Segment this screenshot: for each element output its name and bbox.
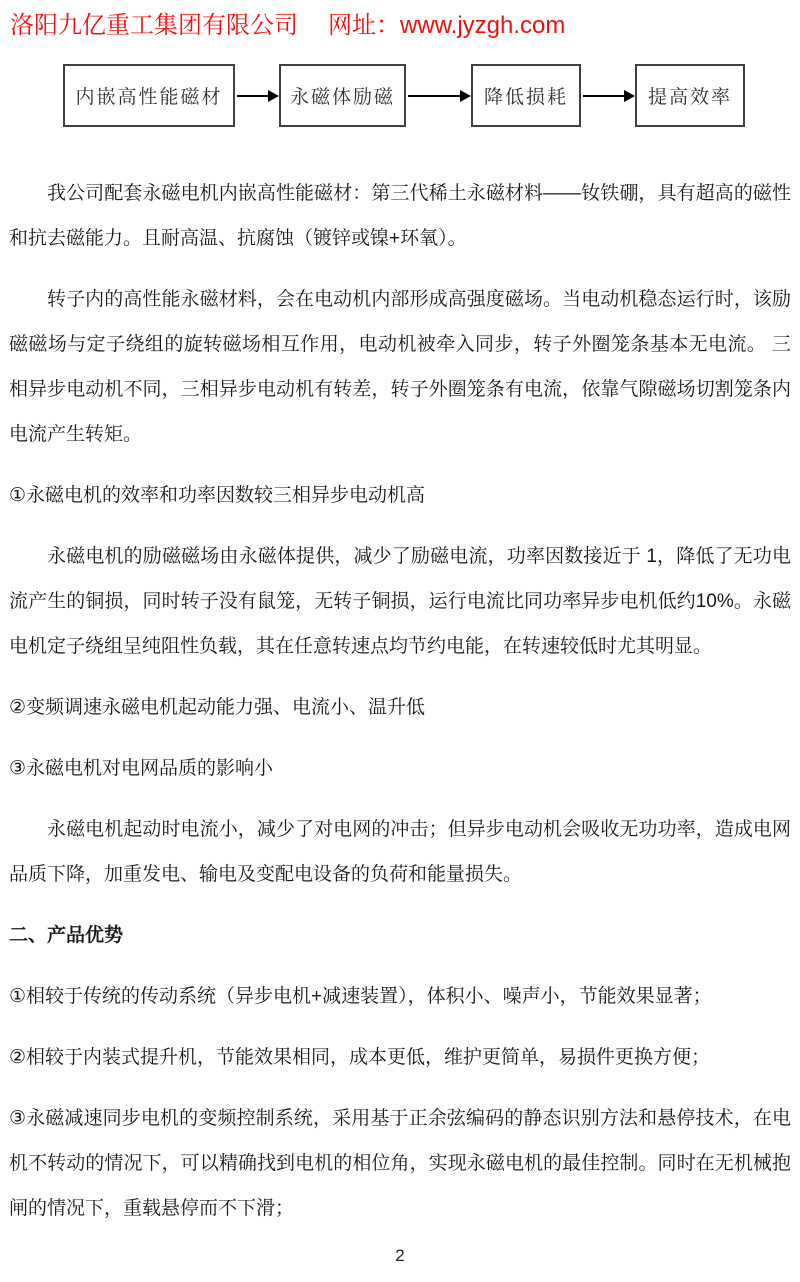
advantage-2: ②相较于内装式提升机，节能效果相同，成本更低，维护更简单，易损件更换方便；	[9, 1047, 711, 1068]
bullet-vfd-start: ②变频调速永磁电机起动能力强、电流小、温升低	[9, 697, 426, 718]
flow-step-magnet-material	[63, 64, 235, 127]
section-heading-product-advantages: 二、产品优势	[9, 925, 124, 946]
advantage-1: ①相较于传统的传动系统（异步电机+减速装置），体积小、噪声小，节能效果显著；	[9, 986, 712, 1007]
flow-step-label: 降低损耗	[483, 87, 568, 108]
flow-step-excitation	[279, 64, 406, 127]
flow-step-label: 内嵌高性能磁材	[75, 87, 223, 108]
flow-arrow	[408, 95, 460, 97]
bullet-grid-quality: ③永磁电机对电网品质的影响小	[9, 758, 274, 779]
paragraph-excitation-detail: 永磁电机的励磁磁场由永磁体提供，减少了励磁电流，功率因数接近于 1，降低了无功电流产生的铜损，同时转子没有鼠笼，无转子铜损，运行电流比同功率异步电机低约10%。永磁电机定子绕组呈纯阻性负载，其在任意转速点均节约电能，在转速较低时尤其明显。	[9, 546, 791, 657]
letterhead	[0, 0, 800, 43]
advantage-3: ③永磁减速同步电机的变频控制系统，采用基于正余弦编码的静态识别方法和悬停技术，在电机不转动的情况下，可以精确找到电机的相位角，实现永磁电机的最佳控制。同时在无机械抱闸的情况下，重载悬停而不下滑；	[9, 1108, 791, 1219]
document-body	[0, 159, 800, 1231]
flow-step-reduce-loss	[471, 64, 581, 127]
paragraph-grid-impact: 永磁电机起动时电流小，减少了对电网的冲击；但异步电动机会吸收无功功率，造成电网品质下降，加重发电、输电及变配电设备的负荷和能量损失。	[9, 819, 791, 885]
flow-step-efficiency	[635, 64, 745, 127]
flow-step-label: 提高效率	[647, 87, 732, 108]
page-footer	[0, 1241, 800, 1271]
page-number: 2	[395, 1246, 405, 1265]
paragraph-magnet-intro: 我公司配套永磁电机内嵌高性能磁材：第三代稀土永磁材料――钕铁硼，具有超高的磁性和抗去磁能力。且耐高温、抗腐蚀（镀锌或镍+环氧）。	[9, 183, 791, 249]
website-url: 网址：www.jyzgh.com	[328, 12, 566, 39]
flowchart	[0, 43, 800, 159]
bullet-efficiency: ①永磁电机的效率和功率因数较三相异步电动机高	[9, 485, 426, 506]
flow-arrow	[237, 95, 268, 97]
flow-arrow	[583, 95, 624, 97]
flow-step-label: 永磁体励磁	[289, 87, 395, 108]
company-name: 洛阳九亿重工集团有限公司	[10, 12, 298, 39]
paragraph-rotor-field: 转子内的高性能永磁材料，会在电动机内部形成高强度磁场。当电动机稳态运行时，该励磁磁场与定子绕组的旋转磁场相互作用，电动机被牵入同步，转子外圈笼条基本无电流。 三相异步电动机不同，三相异步电动机有转差，转子外圈笼条有电流，依靠气隙磁场切割笼条内电流产生转矩。	[9, 289, 791, 445]
